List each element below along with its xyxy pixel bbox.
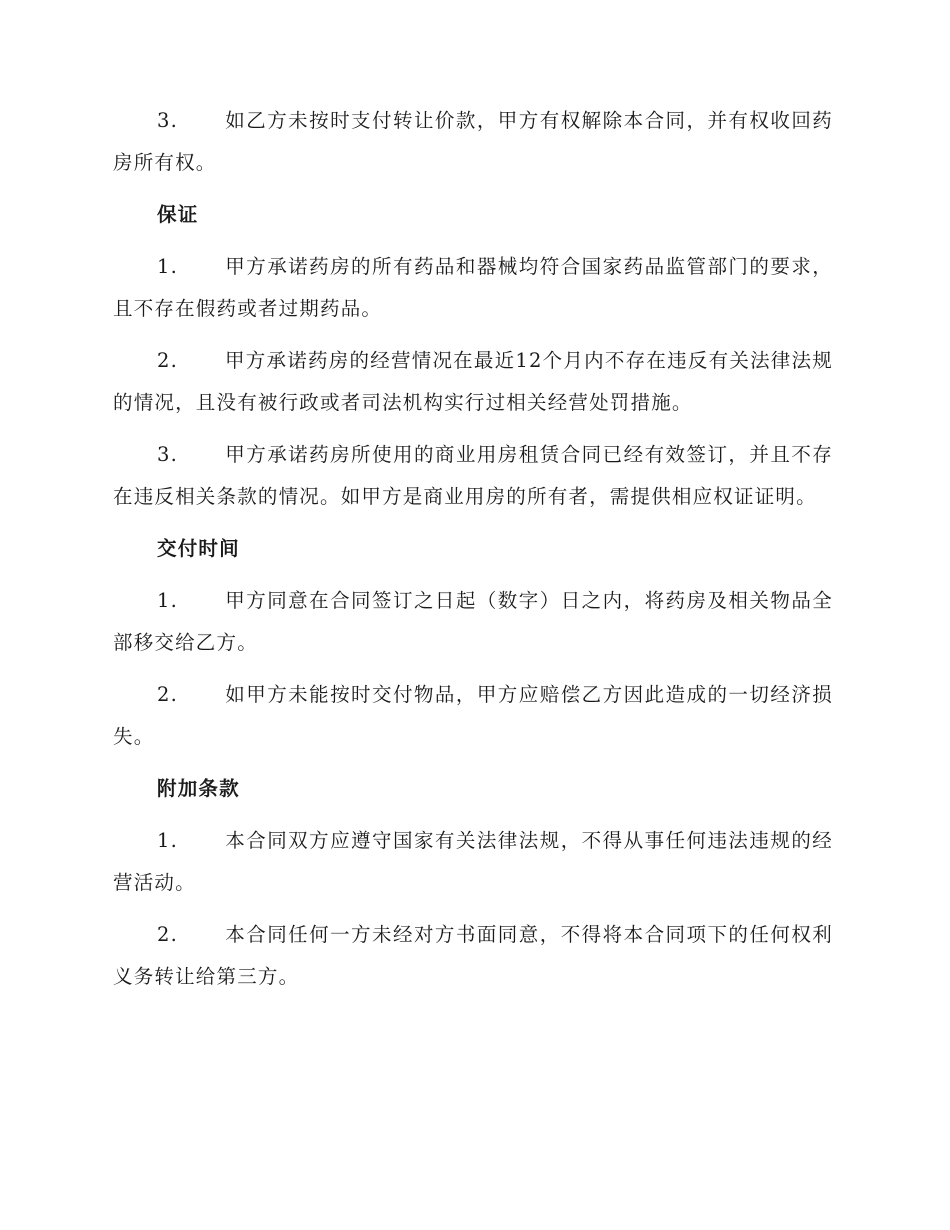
clause-text: 本合同任何一方未经对方书面同意，不得将本合同项下的任何权利义务转让给第三方。 xyxy=(113,923,833,988)
section-heading-guarantee: 保证 xyxy=(157,203,199,226)
clause-number: 3. xyxy=(157,443,179,466)
clause-guarantee-3 xyxy=(113,434,833,518)
clause-guarantee-1 xyxy=(113,246,833,330)
clause-text: 如甲方未能按时交付物品，甲方应赔偿乙方因此造成的一切经济损失。 xyxy=(113,683,833,748)
section-heading-delivery: 交付时间 xyxy=(157,537,240,560)
clause-text: 甲方同意在合同签订之日起（数字）日之内，将药房及相关物品全部移交给乙方。 xyxy=(113,589,833,654)
clause-guarantee-2 xyxy=(113,340,833,424)
clause-text: 甲方承诺药房的经营情况在最近12个月内不存在违反有关法律法规的情况，且没有被行政或者司法机构实行过相关经营处罚措施。 xyxy=(113,349,833,414)
clause-text: 甲方承诺药房所使用的商业用房租赁合同已经有效签订，并且不存在违反相关条款的情况。如甲方是商业用房的所有者，需提供相应权证证明。 xyxy=(113,443,833,508)
clause-additional-2 xyxy=(113,914,833,998)
clause-text: 甲方承诺药房的所有药品和器械均符合国家药品监管部门的要求，且不存在假药或者过期药品。 xyxy=(113,255,833,320)
clause-number: 1. xyxy=(157,589,179,612)
clause-delivery-1 xyxy=(113,580,833,664)
clause-number: 2. xyxy=(157,923,179,946)
clause-number: 2. xyxy=(157,683,179,706)
clause-number: 3. xyxy=(157,109,179,132)
document-page xyxy=(113,100,833,1008)
clause-delivery-2 xyxy=(113,674,833,758)
clause-number: 1. xyxy=(157,255,179,278)
clause-number: 2. xyxy=(157,349,179,372)
clause-text: 本合同双方应遵守国家有关法律法规，不得从事任何违法违规的经营活动。 xyxy=(113,829,833,894)
clause-number: 1. xyxy=(157,829,179,852)
clause-additional-1 xyxy=(113,820,833,904)
section-heading-additional: 附加条款 xyxy=(157,777,240,800)
clause-text: 如乙方未按时支付转让价款，甲方有权解除本合同，并有权收回药房所有权。 xyxy=(113,109,833,174)
clause-payment-3 xyxy=(113,100,833,184)
